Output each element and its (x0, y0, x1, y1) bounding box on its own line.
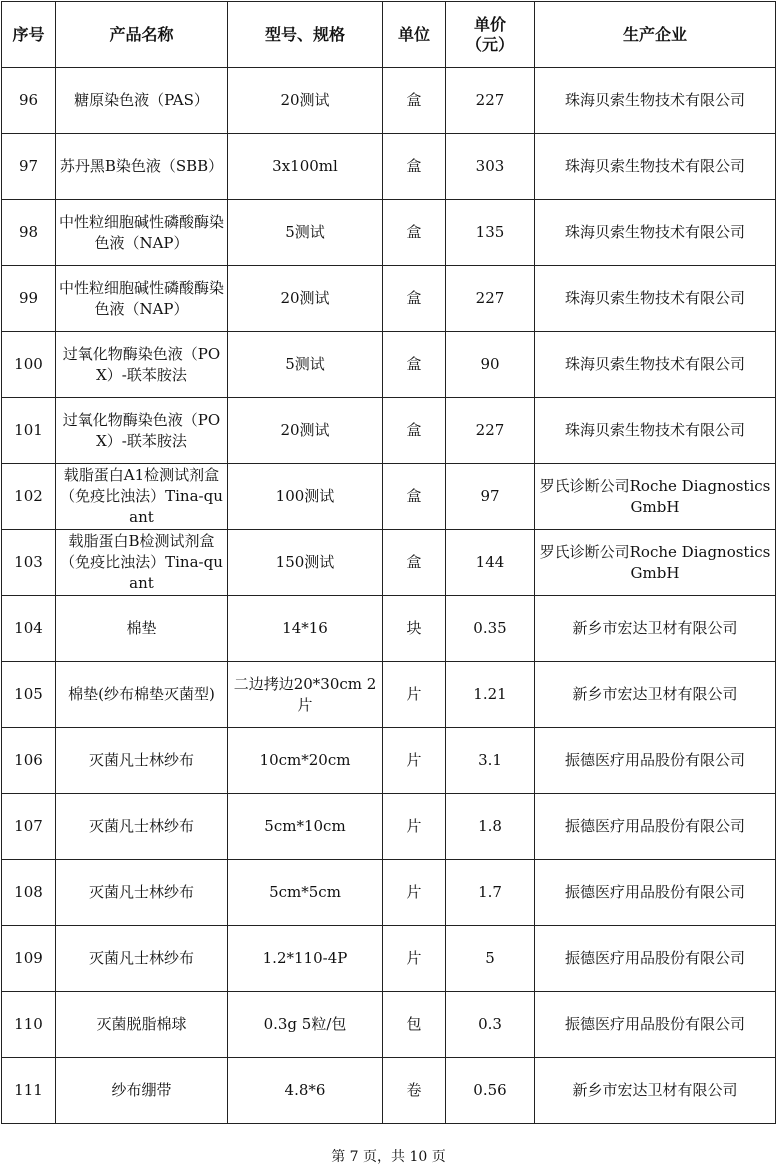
cell-seq: 96 (2, 68, 56, 134)
cell-spec: 20测试 (228, 398, 383, 464)
cell-price: 5 (446, 926, 535, 992)
cell-price: 1.8 (446, 794, 535, 860)
cell-name: 过氧化物酶染色液（POX）-联苯胺法 (56, 398, 228, 464)
table-row (2, 200, 776, 266)
cell-spec: 1.2*110-4P (228, 926, 383, 992)
cell-name: 灭菌凡士林纱布 (56, 728, 228, 794)
cell-maker: 振德医疗用品股份有限公司 (535, 926, 776, 992)
header-seq: 序号 (2, 2, 56, 68)
table-row (2, 596, 776, 662)
cell-name: 载脂蛋白B检测试剂盒（免疫比浊法）Tina-quant (56, 530, 228, 596)
cell-name: 糖原染色液（PAS） (56, 68, 228, 134)
cell-spec: 20测试 (228, 266, 383, 332)
cell-name: 过氧化物酶染色液（POX）-联苯胺法 (56, 332, 228, 398)
cell-name: 苏丹黑B染色液（SBB） (56, 134, 228, 200)
cell-unit: 卷 (383, 1058, 446, 1124)
cell-unit: 片 (383, 662, 446, 728)
header-maker: 生产企业 (535, 2, 776, 68)
cell-unit: 盒 (383, 68, 446, 134)
cell-unit: 片 (383, 794, 446, 860)
table-row (2, 662, 776, 728)
header-name: 产品名称 (56, 2, 228, 68)
cell-name: 纱布绷带 (56, 1058, 228, 1124)
cell-maker: 新乡市宏达卫材有限公司 (535, 1058, 776, 1124)
cell-maker: 振德医疗用品股份有限公司 (535, 728, 776, 794)
cell-maker: 罗氏诊断公司Roche Diagnostics GmbH (535, 530, 776, 596)
cell-spec: 5测试 (228, 200, 383, 266)
cell-spec: 4.8*6 (228, 1058, 383, 1124)
cell-seq: 105 (2, 662, 56, 728)
cell-price: 1.7 (446, 860, 535, 926)
cell-spec: 10cm*20cm (228, 728, 383, 794)
cell-unit: 盒 (383, 266, 446, 332)
cell-maker: 珠海贝索生物技术有限公司 (535, 398, 776, 464)
cell-unit: 盒 (383, 200, 446, 266)
cell-seq: 106 (2, 728, 56, 794)
cell-unit: 片 (383, 728, 446, 794)
cell-seq: 111 (2, 1058, 56, 1124)
cell-spec: 0.3g 5粒/包 (228, 992, 383, 1058)
cell-name: 载脂蛋白A1检测试剂盒（免疫比浊法）Tina-quant (56, 464, 228, 530)
cell-maker: 新乡市宏达卫材有限公司 (535, 662, 776, 728)
table-row (2, 1058, 776, 1124)
cell-maker: 振德医疗用品股份有限公司 (535, 992, 776, 1058)
table-header-row (2, 2, 776, 68)
cell-seq: 104 (2, 596, 56, 662)
cell-name: 灭菌脱脂棉球 (56, 992, 228, 1058)
table-row (2, 398, 776, 464)
cell-price: 0.56 (446, 1058, 535, 1124)
cell-name: 中性粒细胞碱性磷酸酶染色液（NAP） (56, 200, 228, 266)
cell-price: 3.1 (446, 728, 535, 794)
cell-maker: 振德医疗用品股份有限公司 (535, 860, 776, 926)
cell-spec: 100测试 (228, 464, 383, 530)
cell-name: 灭菌凡士林纱布 (56, 860, 228, 926)
cell-price: 144 (446, 530, 535, 596)
cell-seq: 107 (2, 794, 56, 860)
product-price-table (1, 1, 776, 1124)
cell-seq: 102 (2, 464, 56, 530)
cell-unit: 包 (383, 992, 446, 1058)
cell-seq: 108 (2, 860, 56, 926)
cell-name: 棉垫 (56, 596, 228, 662)
cell-maker: 振德医疗用品股份有限公司 (535, 794, 776, 860)
cell-unit: 盒 (383, 398, 446, 464)
table-row (2, 992, 776, 1058)
cell-maker: 罗氏诊断公司Roche Diagnostics GmbH (535, 464, 776, 530)
cell-price: 135 (446, 200, 535, 266)
cell-price: 97 (446, 464, 535, 530)
cell-name: 中性粒细胞碱性磷酸酶染色液（NAP） (56, 266, 228, 332)
cell-name: 灭菌凡士林纱布 (56, 926, 228, 992)
cell-maker: 珠海贝索生物技术有限公司 (535, 200, 776, 266)
table-row (2, 464, 776, 530)
cell-maker: 珠海贝索生物技术有限公司 (535, 134, 776, 200)
cell-spec: 20测试 (228, 68, 383, 134)
cell-price: 0.3 (446, 992, 535, 1058)
cell-unit: 盒 (383, 464, 446, 530)
cell-spec: 3x100ml (228, 134, 383, 200)
cell-price: 0.35 (446, 596, 535, 662)
cell-price: 227 (446, 266, 535, 332)
cell-price: 227 (446, 398, 535, 464)
cell-maker: 珠海贝索生物技术有限公司 (535, 266, 776, 332)
table-row (2, 860, 776, 926)
cell-seq: 101 (2, 398, 56, 464)
table-row (2, 794, 776, 860)
cell-spec: 5cm*10cm (228, 794, 383, 860)
cell-spec: 5测试 (228, 332, 383, 398)
cell-spec: 5cm*5cm (228, 860, 383, 926)
table-row (2, 332, 776, 398)
cell-unit: 片 (383, 926, 446, 992)
header-unit: 单位 (383, 2, 446, 68)
table-row (2, 926, 776, 992)
cell-price: 303 (446, 134, 535, 200)
cell-spec: 150测试 (228, 530, 383, 596)
cell-maker: 珠海贝索生物技术有限公司 (535, 332, 776, 398)
cell-unit: 片 (383, 860, 446, 926)
table-row (2, 530, 776, 596)
cell-seq: 97 (2, 134, 56, 200)
header-price: 单价 （元） (446, 2, 535, 68)
cell-seq: 99 (2, 266, 56, 332)
cell-price: 227 (446, 68, 535, 134)
cell-name: 灭菌凡士林纱布 (56, 794, 228, 860)
cell-maker: 新乡市宏达卫材有限公司 (535, 596, 776, 662)
cell-seq: 110 (2, 992, 56, 1058)
cell-unit: 盒 (383, 530, 446, 596)
table-row (2, 266, 776, 332)
cell-spec: 二边拷边20*30cm 2片 (228, 662, 383, 728)
header-spec: 型号、规格 (228, 2, 383, 68)
cell-price: 90 (446, 332, 535, 398)
table-row (2, 728, 776, 794)
table-row (2, 68, 776, 134)
page-footer: 第 7 页，共 10 页 (331, 1149, 446, 1165)
cell-seq: 98 (2, 200, 56, 266)
cell-name: 棉垫(纱布棉垫灭菌型) (56, 662, 228, 728)
table-row (2, 134, 776, 200)
cell-unit: 盒 (383, 332, 446, 398)
cell-unit: 盒 (383, 134, 446, 200)
cell-seq: 100 (2, 332, 56, 398)
cell-maker: 珠海贝索生物技术有限公司 (535, 68, 776, 134)
cell-unit: 块 (383, 596, 446, 662)
cell-seq: 109 (2, 926, 56, 992)
cell-price: 1.21 (446, 662, 535, 728)
cell-spec: 14*16 (228, 596, 383, 662)
cell-seq: 103 (2, 530, 56, 596)
